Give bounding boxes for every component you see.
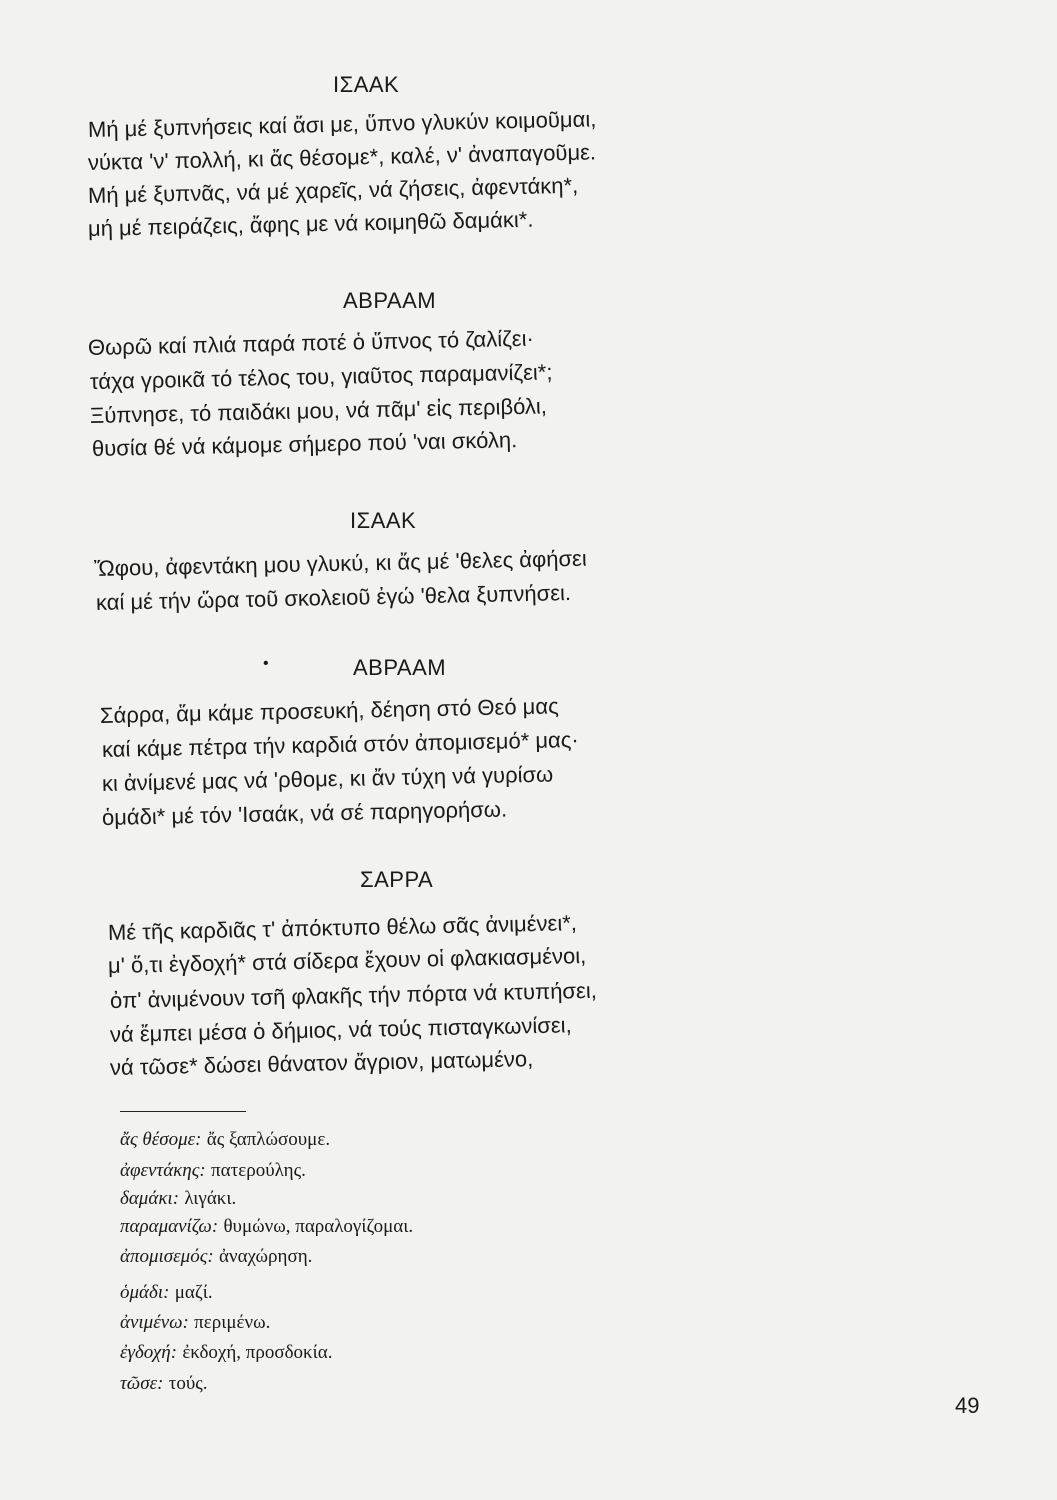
glossary-entry xyxy=(120,1246,312,1268)
verse-line: μ' ὅ,τι ἐγδοχή* στά σίδερα ἔχουν οἱ φλακιασμένοι, xyxy=(107,942,587,978)
glossary-definition: ἀναχώρηση. xyxy=(219,1246,313,1267)
verse-line: θυσία θέ νά κάμομε σήμερο πού 'ναι σκόλη. xyxy=(91,427,518,461)
verse-line: τάχα γροικᾶ τό τέλος του, γιαῦτος παραμανίζει*; xyxy=(89,359,553,394)
verse-line: νά ἔμπει μέσα ὁ δήμιος, νά τούς πισταγκωνίσει, xyxy=(109,1012,572,1047)
glossary-definition: μαζί. xyxy=(174,1282,213,1303)
glossary-definition: θυμώνω, παραλογίζομαι. xyxy=(223,1216,414,1237)
verse-line: Μή μέ ξυπνήσεις καί ἄσι με, ὕπνο γλυκύν κοιμοῦμαι, xyxy=(87,106,597,142)
verse-line: Μέ τῆς καρδιᾶς τ' ἀπόκτυπο θέλω σᾶς ἀνιμένει*, xyxy=(107,910,578,945)
page-number: 49 xyxy=(955,1393,980,1418)
verse-line: Ξύπνησε, τό παιδάκι μου, νά πᾶμ' εἰς περιβόλι, xyxy=(89,393,548,428)
glossary-entry xyxy=(120,1216,413,1238)
glossary-entry xyxy=(120,1342,332,1364)
glossary-term: ἀνιμένω: xyxy=(120,1312,189,1333)
speaker-heading: ΑΒΡΑΑΜ xyxy=(343,288,437,313)
glossary-definition: λιγάκι. xyxy=(184,1188,237,1209)
glossary-term: ἀπομισεμός: xyxy=(120,1246,214,1267)
glossary-definition: περιμένω. xyxy=(194,1312,271,1333)
verse-line: νά τῶσε* δώσει θάνατον ἄγριον, ματωμένο, xyxy=(109,1046,534,1080)
glossary-term: ὁμάδι: xyxy=(120,1282,170,1303)
glossary-entry xyxy=(120,1160,306,1182)
verse-line: νύκτα 'ν' πολλή, κι ἄς θέσομε*, καλέ, ν' ἀναπαγοῦμε. xyxy=(87,139,597,175)
speaker-heading: ΑΒΡΑΑΜ xyxy=(353,655,447,680)
verse-line: ὁμάδι* μέ τόν 'Ισαάκ, νά σέ παρηγορήσω. xyxy=(101,796,508,830)
glossary-entry xyxy=(120,1373,208,1395)
glossary-term: παραμανίζω: xyxy=(120,1216,219,1237)
speaker-heading: ΙΣΑΑΚ xyxy=(333,72,400,97)
verse-line: κι ἀνίμενέ μας νά 'ρθομε, κι ἄν τύχη νά γυρίσω xyxy=(101,761,554,796)
footnote-divider xyxy=(120,1111,246,1112)
verse-line: καί κάμε πέτρα τήν καρδιά στόν ἀπομισεμό* μας· xyxy=(101,727,579,762)
glossary-definition: τούς. xyxy=(168,1373,208,1394)
glossary-entry xyxy=(120,1312,270,1334)
glossary-term: ἀφεντάκης: xyxy=(120,1160,206,1181)
glossary-entry xyxy=(120,1282,213,1304)
glossary-entry xyxy=(120,1129,330,1151)
stray-mark: • xyxy=(263,655,269,672)
speaker-heading: ΙΣΑΑΚ xyxy=(350,508,417,533)
glossary-definition: πατερούλης. xyxy=(211,1160,306,1181)
glossary-term: τῶσε: xyxy=(120,1373,164,1394)
speaker-heading: ΣΑΡΡΑ xyxy=(360,867,434,892)
glossary-term: δαμάκι: xyxy=(120,1188,180,1209)
verse-line: Ὤφου, ἀφεντάκη μου γλυκύ, κι ἄς μέ 'θελες ἀφήσει xyxy=(93,545,587,581)
verse-line: ὀπ' ἀνιμένουν τσῆ φλακῆς τήν πόρτα νά κτυπήσει, xyxy=(109,977,598,1013)
verse-line: μή μέ πειράζεις, ἄφης με νά κοιμηθῶ δαμάκι*. xyxy=(87,206,534,241)
glossary-entry xyxy=(120,1188,236,1210)
verse-line: Σάρρα, ἅμ κάμε προσευκή, δέηση στό Θεό μας xyxy=(99,693,559,728)
glossary-term: ἄς θέσομε: xyxy=(120,1129,202,1150)
glossary-definition: ἄς ξαπλώσουμε. xyxy=(206,1129,331,1150)
verse-line: καί μέ τήν ὥρα τοῦ σκολειοῦ ἐγώ 'θελα ξυπνήσει. xyxy=(95,580,572,615)
verse-line: Θωρῶ καί πλιά παρά ποτέ ὁ ὕπνος τό ζαλίζει· xyxy=(87,325,535,360)
verse-line: Μή μέ ξυπνᾶς, νά μέ χαρεῖς, νά ζήσεις, ἀφεντάκη*, xyxy=(87,172,579,208)
glossary-term: ἐγδοχή: xyxy=(120,1342,178,1363)
glossary-definition: ἐκδοχή, προσδοκία. xyxy=(182,1342,333,1363)
